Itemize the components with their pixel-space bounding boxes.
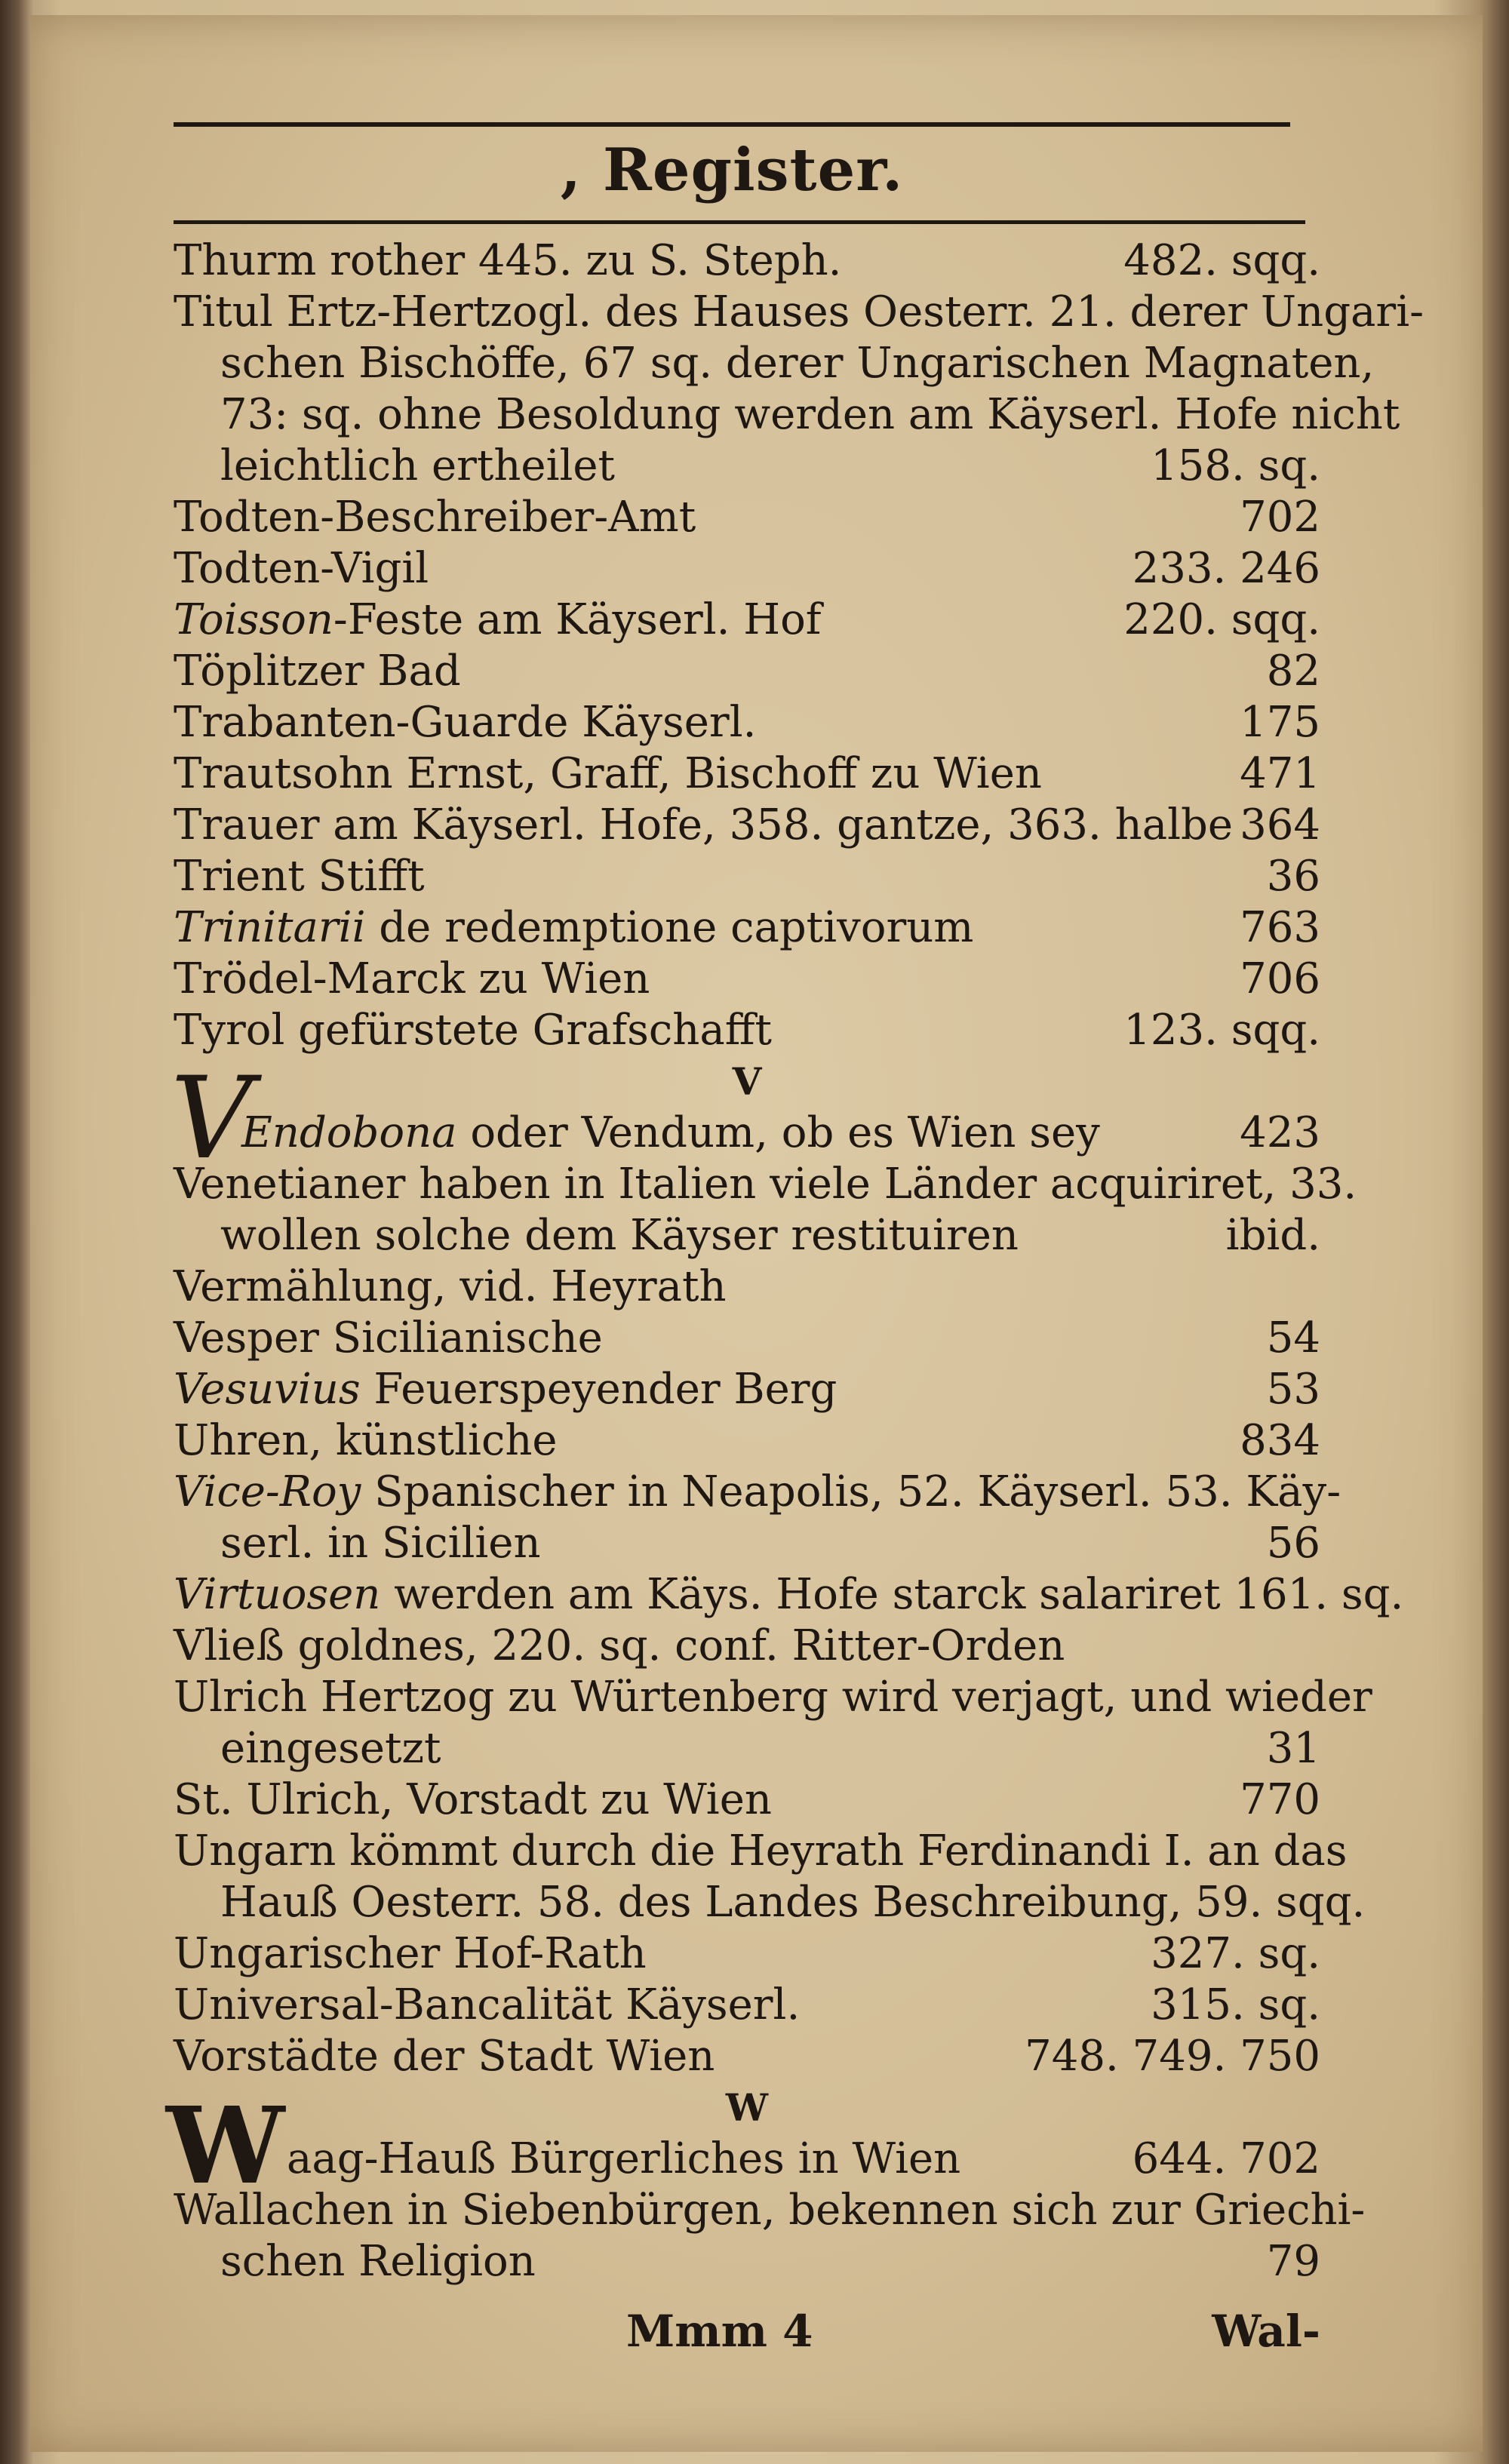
entry-page-ref: 36 [1266,852,1320,901]
entry-text: Trauer am Käyserl. Hofe, 358. gantze, 363. halbe [174,800,1233,849]
entry-text: Toisson-Feste am Käyserl. Hof [174,595,822,644]
entry-page-ref: 834 [1240,1416,1320,1465]
entry-text: Trödel-Marck zu Wien [174,954,650,1003]
entry-text: Vorstädte der Stadt Wien [174,2032,715,2081]
entry-text: Thurm rother 445. zu S. Steph. [174,236,842,285]
entry-text: Tyrol gefürstete Grafschafft [174,1006,773,1055]
register-entry [174,1261,1320,1313]
section-letter-w: W [725,2085,769,2130]
entry-page-ref: 220. sqq. [1123,595,1320,644]
entry-page-ref: 158. sq. [1151,441,1320,490]
register-entries [166,235,1424,2287]
entry-text: Titul Ertz-Hertzogl. des Hauses Oesterr. 21. derer Ungari- [174,287,1424,336]
register-entry [174,1518,1320,1569]
entry-page-ref: 763 [1240,903,1320,952]
register-entry [174,1774,1320,1826]
entry-page-ref: 315. sq. [1151,1980,1320,2029]
register-entry [174,1980,1320,2031]
entry-text: eingesetzt [220,1724,441,1773]
entry-text: Virtuosen werden am Käys. Hofe starck salariret 161. sq. [174,1570,1404,1619]
entry-text: Wallachen in Siebenbürgen, bekennen sich zur Griechi- [174,2186,1366,2235]
register-entry [174,1826,1348,1877]
entry-text: serl. in Sicilien [220,1519,541,1568]
entry-text: Venetianer haben in Italien viele Länder acquiriret, 33. [174,1160,1357,1209]
register-entry [174,2031,1320,2082]
entry-text: schen Bischöffe, 67 sq. derer Ungarischen Magnaten, [220,339,1375,388]
register-entry [174,851,1320,902]
register-entry [174,1928,1320,1980]
entries-v [174,1159,1404,2082]
register-entry [174,1364,1320,1415]
page-title: , Register. [560,136,904,204]
register-entry [174,1159,1357,1210]
register-entry [174,2185,1366,2236]
entry-text: Vermählung, vid. Heyrath [174,1262,727,1311]
register-entry [174,1210,1320,1261]
entry-text: Vließ goldnes, 220. sq. conf. Ritter-Orden [174,1621,1065,1670]
entry-text: aag-Hauß Bürgerliches in Wien [287,2134,961,2183]
drop-initial-w: W [166,2085,285,2208]
entry-text: Vice-Roy Spanischer in Neapolis, 52. Käyserl. 53. Käy- [174,1467,1342,1516]
entry-text: Vesuvius Feuerspeyender Berg [174,1365,837,1414]
entry-text: Trautsohn Ernst, Graff, Bischoff zu Wien [174,749,1042,798]
entry-text: schen Religion [220,2237,536,2286]
entry-text: St. Ulrich, Vorstadt zu Wien [174,1775,772,1824]
register-entry [174,287,1424,338]
entry-page-ref: 364 [1240,800,1320,849]
top-rule [174,122,1290,127]
register-page [30,15,1483,2452]
register-entry [174,389,1400,441]
entry-text: Todten-Beschreiber-Amt [174,493,696,542]
register-entry [174,646,1320,697]
entry-text: Ungarischer Hof-Rath [174,1929,647,1978]
register-entry [174,1005,1320,1056]
initial-entry-v [171,1053,1320,1184]
entry-text: Vesper Sicilianische [174,1313,603,1363]
entry-text: Uhren, künstliche [174,1416,558,1465]
register-entry [174,800,1320,851]
entry-text: Universal-Bancalität Käyserl. [174,1980,801,2029]
register-entry [174,441,1320,492]
register-entry [174,1415,1320,1467]
entry-text: Trabanten-Guarde Käyserl. [174,698,757,747]
register-entry [174,1672,1372,1723]
entry-page-ref: 79 [1266,2237,1320,2286]
entry-page-ref: 31 [1266,1724,1320,1773]
register-entry [174,954,1320,1005]
register-entry [174,1877,1366,1928]
entry-page-ref: ibid. [1225,1211,1320,1260]
entry-text: Töplitzer Bad [174,647,461,696]
entry-text: Trient Stifft [174,852,425,901]
entry-text: wollen solche dem Käyser restituiren [220,1211,1019,1260]
drop-initial-v: V [171,1053,253,1184]
register-entry [174,1569,1404,1621]
register-entry [174,1467,1342,1518]
page-footer [174,2306,1320,2357]
register-entry [174,492,1320,543]
entry-page-ref: 471 [1240,749,1320,798]
entry-page-ref: 644. 702 [1132,2134,1320,2183]
entry-text: Endobona oder Vendum, ob es Wien sey [241,1108,1100,1157]
entry-page-ref: 702 [1240,493,1320,542]
register-entry [174,902,1320,954]
register-entry [174,1621,1320,1672]
entry-text: Todten-Vigil [174,544,429,593]
entry-page-ref: 770 [1240,1775,1320,1824]
register-entry [174,1313,1320,1364]
entries-w [174,2185,1366,2287]
entry-page-ref: 53 [1266,1365,1320,1414]
entry-page-ref: 175 [1240,698,1320,747]
entry-page-ref: 748. 749. 750 [1025,2032,1320,2081]
register-entry [174,543,1320,594]
entry-page-ref: 327. sq. [1151,1929,1320,1978]
section-letter-v: V [732,1059,762,1104]
register-entry [174,594,1320,646]
register-entry [174,748,1320,800]
register-entry [174,697,1320,748]
entry-text: 73: sq. ohne Besoldung werden am Käyserl. Hofe nicht [220,390,1400,439]
initial-entry-w [166,2085,1320,2208]
entry-page-ref: 123. sqq. [1123,1006,1320,1055]
entry-page-ref: 482. sqq. [1123,236,1320,285]
entry-text: Hauß Oesterr. 58. des Landes Beschreibung, 59. sqq. [220,1878,1366,1927]
entry-text: Trinitarii de redemptione captivorum [174,903,974,952]
register-entry [174,1723,1320,1774]
entry-text: Ungarn kömmt durch die Heyrath Ferdinandi I. an das [174,1826,1348,1876]
header-rule [174,220,1305,224]
entry-page-ref: 56 [1266,1519,1320,1568]
register-entry [174,338,1375,389]
register-entry [174,235,1320,287]
entry-text: Ulrich Hertzog zu Würtenberg wird verjagt, und wieder [174,1673,1372,1722]
entries-t [174,235,1424,1056]
entry-page-ref: 233. 246 [1132,544,1320,593]
entry-text: leichtlich ertheilet [220,441,616,490]
catchword: Wal- [1212,2306,1320,2357]
entry-page-ref: 82 [1266,647,1320,696]
entry-page-ref: 54 [1266,1313,1320,1363]
entry-page-ref: 423 [1240,1108,1320,1157]
signature-mark: Mmm 4 [626,2306,813,2357]
register-entry [174,2236,1320,2287]
entry-page-ref: 706 [1240,954,1320,1003]
